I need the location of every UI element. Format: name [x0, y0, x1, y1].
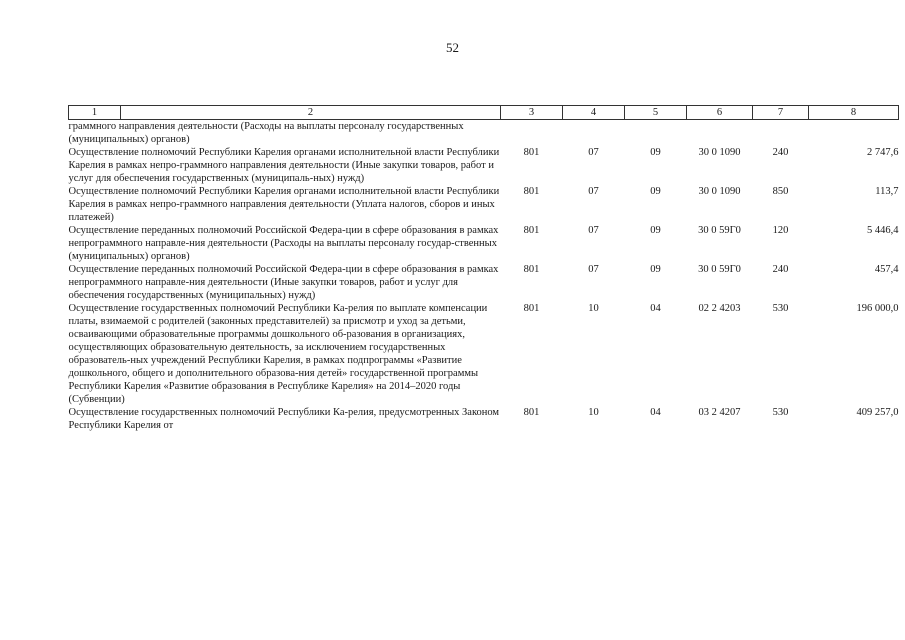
row-col-4: 07 — [588, 264, 599, 275]
row-col-6: 30 0 59Г0 — [698, 225, 741, 236]
table-row — [69, 302, 899, 406]
page-number: 52 — [446, 40, 459, 55]
column-header-2: 2 — [121, 106, 501, 120]
row-col-7: 240 — [772, 264, 789, 275]
row-col-7: 850 — [772, 186, 789, 197]
column-header-6: 6 — [687, 106, 753, 120]
row-col-7 — [753, 120, 809, 147]
row-col-6 — [687, 120, 753, 147]
row-col-8: 196 000,0 — [856, 303, 899, 314]
row-col-3: 801 — [523, 303, 540, 314]
column-header-4: 4 — [563, 106, 625, 120]
column-header-7: 7 — [753, 106, 809, 120]
row-col-4: 07 — [588, 186, 599, 197]
row-col-4: 10 — [588, 303, 599, 314]
row-col-8: 457,4 — [874, 264, 899, 275]
table-row — [69, 263, 899, 302]
column-header-3: 3 — [501, 106, 563, 120]
row-col-6: 30 0 1090 — [698, 186, 741, 197]
row-col-7: 530 — [772, 407, 789, 418]
row-col-5: 09 — [650, 225, 661, 236]
row-description: Осуществление переданных полномочий Российской Федера-ции в сфере образования в рамках непрограммного направле-ния деятельности (Иные закупки товаров, работ и услуг для обеспечения государственных (муниципальных) нужд) — [68, 264, 499, 301]
column-header-5: 5 — [625, 106, 687, 120]
row-description: Осуществление полномочий Республики Карелия органами исполнительной власти Республики Карелия в рамках непро-граммного направления деятельности (Иные закупки товаров, работ и услуг для обеспечения государственных (муниципаль-ных) нужд) — [68, 147, 500, 184]
row-col-3: 801 — [523, 186, 540, 197]
row-col-3: 801 — [523, 225, 540, 236]
row-col-4 — [563, 120, 625, 147]
row-col-3: 801 — [523, 407, 540, 418]
row-col-4: 10 — [588, 407, 599, 418]
table-row — [69, 224, 899, 263]
row-description: Осуществление государственных полномочий Республики Ка-релия по выплате компенсации платы, взимаемой с родителей (законных представителей) за присмотр и уход за детьми, осваивающими образовательные программы дошкольного об-разования в организациях, осуществляющих образовательную деятельность, за исключением государственных образователь-ных учреждений Республики Карелия, в рамках подпрограммы «Развитие дошкольного, общего и дополнительного образова-ния детей» государственной программы Республики Карелия «Развитие образования в Республике Карелия» на 2014–2020 годы (Субвенции) — [68, 303, 488, 405]
table-row — [69, 146, 899, 185]
table-row — [69, 185, 899, 224]
column-header-8: 8 — [809, 106, 899, 120]
table-row — [69, 406, 899, 432]
row-col-5 — [625, 120, 687, 147]
row-description: Осуществление государственных полномочий Республики Ка-релия, предусмотренных Законом Республики Карелия от — [68, 407, 500, 431]
row-col-7: 240 — [772, 147, 789, 158]
row-col-4: 07 — [588, 225, 599, 236]
row-col-5: 09 — [650, 186, 661, 197]
row-col-7: 530 — [772, 303, 789, 314]
column-header-1: 1 — [69, 106, 121, 120]
header-row — [69, 106, 899, 120]
row-description: граммного направления деятельности (Расходы на выплаты персоналу государственных (муниципальных) органов) — [68, 121, 464, 145]
row-description: Осуществление переданных полномочий Российской Федера-ции в сфере образования в рамках непрограммного направле-ния деятельности (Расходы на выплаты персоналу государ-ственных (муниципальных) органов) — [68, 225, 499, 262]
row-col-8: 2 747,6 — [867, 147, 899, 158]
row-col-6: 30 0 59Г0 — [698, 264, 741, 275]
row-col-8: 113,7 — [875, 186, 899, 197]
budget-table-container — [68, 105, 899, 432]
budget-table — [68, 105, 899, 432]
row-col-8: 5 446,4 — [867, 225, 899, 236]
row-col-3: 801 — [523, 264, 540, 275]
row-col-5: 09 — [650, 264, 661, 275]
row-col-4: 07 — [588, 147, 599, 158]
row-col-6: 30 0 1090 — [698, 147, 741, 158]
row-col-5: 04 — [650, 303, 661, 314]
row-col-8 — [809, 120, 899, 147]
row-col-5: 09 — [650, 147, 661, 158]
row-description: Осуществление полномочий Республики Карелия органами исполнительной власти Республики Карелия в рамках непро-граммного направления деятельности (Уплата налогов, сборов и иных платежей) — [68, 186, 500, 223]
row-col-6: 03 2 4207 — [698, 407, 741, 418]
table-row — [69, 120, 899, 147]
row-col-3 — [501, 120, 563, 147]
row-col-7: 120 — [772, 225, 789, 236]
row-col-6: 02 2 4203 — [698, 303, 741, 314]
row-col-3: 801 — [523, 147, 540, 158]
row-col-8: 409 257,0 — [856, 407, 899, 418]
row-col-5: 04 — [650, 407, 661, 418]
